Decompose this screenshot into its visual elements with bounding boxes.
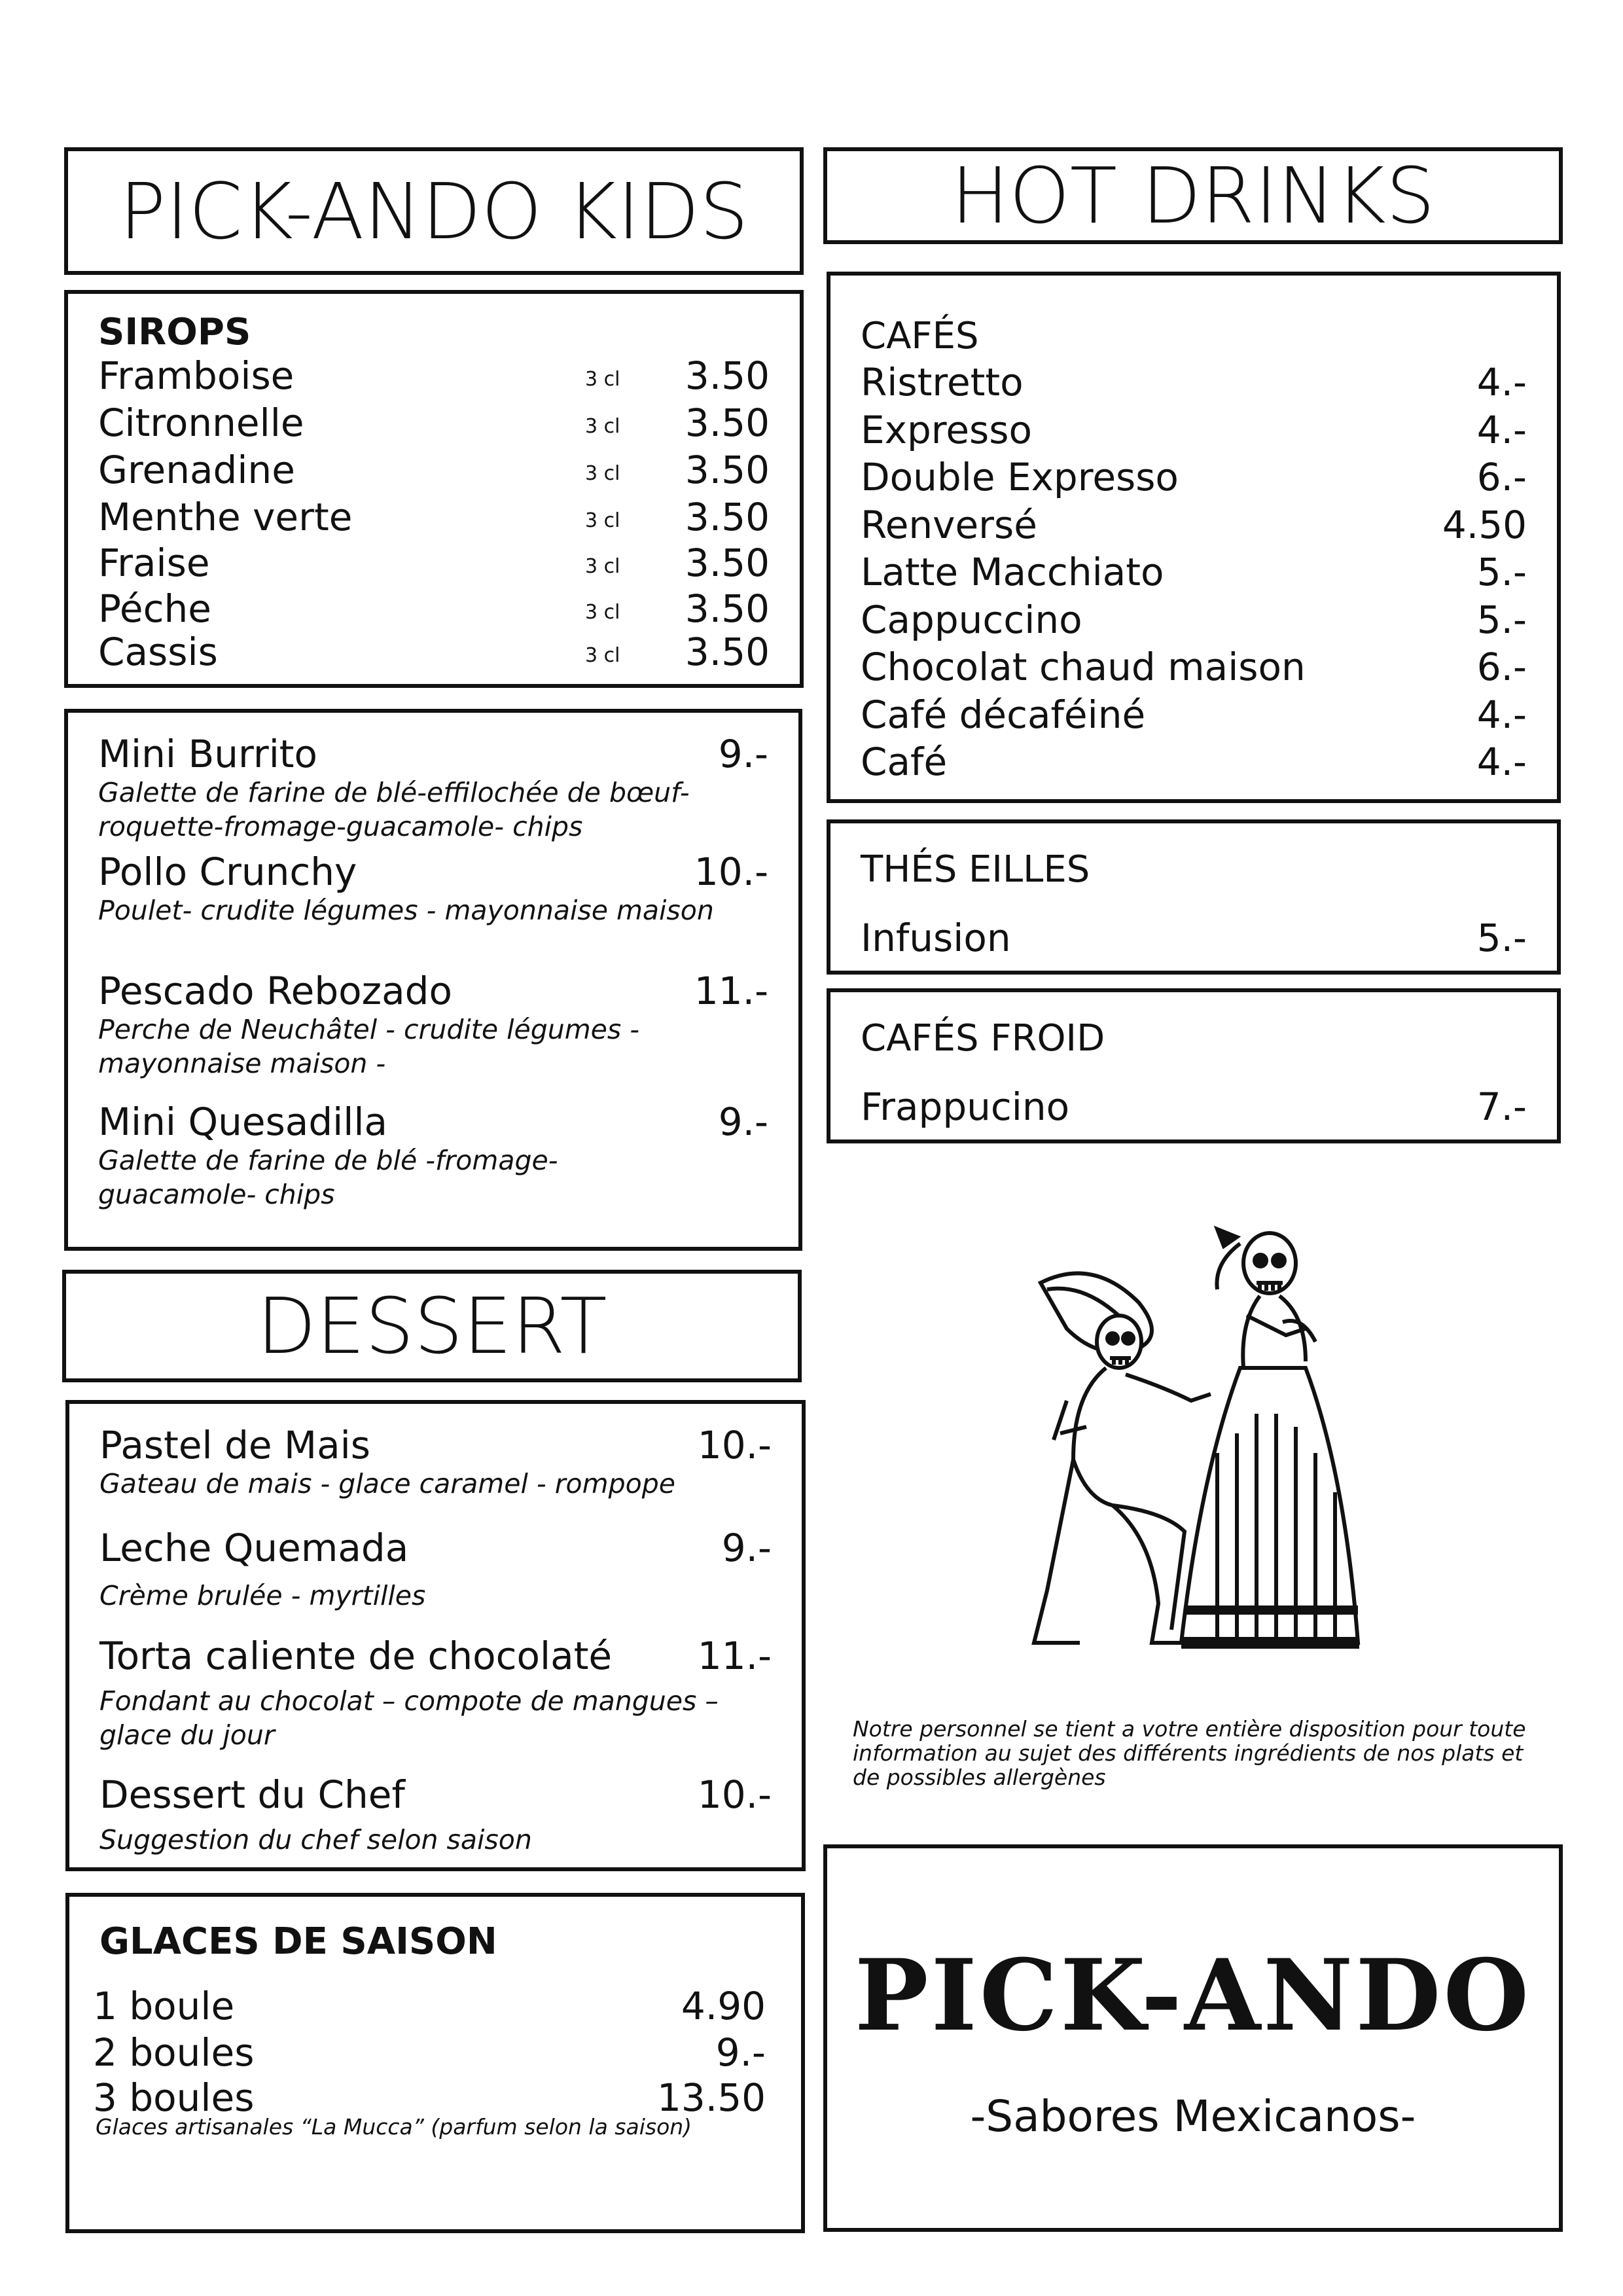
froid-box — [827, 988, 1561, 1143]
cafe-row — [830, 739, 1557, 785]
cafe-name: Chocolat chaud maison — [861, 645, 1306, 689]
cafe-price: 6.- — [1476, 455, 1527, 499]
dessert-name: Torta caliente de chocolaté — [99, 1634, 613, 1678]
sirop-name: Menthe verte — [98, 495, 353, 539]
dessert-price: 10.- — [697, 1772, 772, 1817]
cafe-name: Expresso — [861, 407, 1032, 452]
brand-box — [823, 1844, 1563, 2232]
sirop-name: Citronnelle — [98, 401, 304, 445]
kids-dishes-box — [64, 709, 802, 1251]
froid-item-name: Frappucino — [861, 1085, 1070, 1129]
dish-description: Poulet- crudite légumes - mayonnaise maison — [98, 895, 714, 926]
sirop-price: 3.50 — [685, 630, 770, 674]
glaces-note: Glaces artisanales “La Mucca” (parfum selon la saison) — [96, 2114, 692, 2140]
dish-description: Galette de farine de blé-effilochée de bœuf- roquette-fromage-guacamole- chips — [98, 777, 690, 842]
dish-description: Perche de Neuchâtel - crudite légumes - mayonnaise maison - — [98, 1014, 640, 1079]
glace-row — [69, 1983, 801, 2029]
dessert-title-box — [62, 1270, 802, 1382]
cafe-price: 4.- — [1476, 740, 1527, 784]
thes-heading: THÉS EILLES — [861, 848, 1090, 891]
cafe-row — [830, 549, 1557, 595]
sirop-unit: 3 cl — [585, 415, 620, 438]
glace-price: 13.50 — [656, 2075, 766, 2120]
cafe-price: 5.- — [1476, 550, 1527, 594]
sirops-heading: SIROPS — [98, 311, 251, 353]
sirop-price: 3.50 — [685, 541, 770, 585]
sirop-unit: 3 cl — [585, 462, 620, 485]
sirop-row — [68, 353, 800, 399]
thes-item-name: Infusion — [861, 916, 1011, 960]
dessert-name: Leche Quemada — [99, 1526, 409, 1570]
dessert-price: 10.- — [697, 1423, 772, 1467]
cafe-price: 4.- — [1476, 692, 1527, 737]
cafe-row — [830, 502, 1557, 548]
sirop-price: 3.50 — [685, 495, 770, 539]
glaces-box — [65, 1893, 805, 2233]
cafe-row — [830, 597, 1557, 643]
glace-name: 3 boules — [93, 2075, 255, 2120]
cafes-box — [827, 272, 1561, 803]
cafes-heading: CAFÉS — [861, 315, 979, 357]
dish-name: Mini Quesadilla — [98, 1100, 388, 1144]
dish-name: Pescado Rebozado — [98, 969, 452, 1013]
skeleton-couple-illustration — [1021, 1217, 1374, 1676]
hot-drinks-title: HOT DRINKS — [951, 151, 1435, 241]
froid-item-price: 7.- — [1476, 1085, 1527, 1129]
dessert-description: Fondant au chocolat – compote de mangues – glace du jour — [99, 1685, 719, 1751]
dessert-description: Crème brulée - myrtilles — [99, 1580, 426, 1611]
brand-logo: PICK-ANDO — [854, 1938, 1532, 2053]
cafe-name: Café — [861, 740, 948, 784]
sirop-name: Fraise — [98, 541, 210, 585]
cafe-price: 6.- — [1476, 645, 1527, 689]
glace-price: 4.90 — [681, 1984, 766, 2028]
dish-price: 9.- — [718, 1100, 768, 1144]
glace-price: 9.- — [715, 2030, 766, 2075]
dessert-title: DESSERT — [257, 1281, 607, 1371]
dessert-description: Suggestion du chef selon saison — [99, 1824, 532, 1856]
sirop-row — [68, 447, 800, 493]
sirop-name: Grenadine — [98, 448, 295, 492]
dessert-box — [65, 1400, 806, 1871]
glace-name: 1 boule — [93, 1984, 235, 2028]
sirop-name: Framboise — [98, 353, 294, 398]
brand-slogan: -Sabores Mexicanos- — [970, 2091, 1416, 2142]
dish-price: 10.- — [694, 850, 768, 894]
cafe-row — [830, 454, 1557, 500]
dessert-price: 11.- — [697, 1634, 772, 1678]
dish-price: 9.- — [718, 732, 768, 776]
dish-description: Galette de farine de blé -fromage- guacamole- chips — [98, 1145, 558, 1210]
cafe-price: 4.- — [1476, 407, 1527, 452]
sirop-price: 3.50 — [685, 401, 770, 445]
cafe-name: Latte Macchiato — [861, 550, 1164, 594]
cafe-name: Cappuccino — [861, 597, 1082, 642]
sirop-row — [68, 494, 800, 540]
sirop-unit: 3 cl — [585, 368, 620, 391]
cafe-name: Double Expresso — [861, 455, 1179, 499]
sirop-unit: 3 cl — [585, 509, 620, 532]
kids-title: PICK-ANDO KIDS — [119, 166, 749, 257]
cafe-row — [830, 359, 1557, 405]
sirop-name: Cassis — [98, 630, 218, 674]
dish-price: 11.- — [694, 969, 768, 1013]
dessert-price: 9.- — [721, 1526, 772, 1570]
sirop-price: 3.50 — [685, 586, 770, 631]
dish-name: Mini Burrito — [98, 732, 318, 776]
sirop-unit: 3 cl — [585, 601, 620, 624]
dessert-description: Gateau de mais - glace caramel - rompope — [99, 1468, 675, 1499]
thes-item-price: 5.- — [1476, 916, 1527, 960]
kids-title-box — [64, 147, 804, 275]
glace-row — [69, 2030, 801, 2075]
sirop-name: Péche — [98, 586, 211, 631]
sirop-unit: 3 cl — [585, 555, 620, 578]
cafe-name: Renversé — [861, 502, 1037, 547]
dessert-name: Dessert du Chef — [99, 1772, 405, 1817]
sirop-row — [68, 400, 800, 446]
glaces-heading: GLACES DE SAISON — [99, 1920, 497, 1963]
sirop-row — [68, 629, 800, 675]
froid-heading: CAFÉS FROID — [861, 1017, 1105, 1060]
cafe-name: Café décaféiné — [861, 692, 1146, 737]
thes-box — [827, 819, 1561, 975]
sirop-row — [68, 586, 800, 632]
glace-name: 2 boules — [93, 2030, 255, 2075]
sirop-row — [68, 540, 800, 586]
dish-name: Pollo Crunchy — [98, 850, 357, 894]
cafe-row — [830, 644, 1557, 690]
hot-drinks-title-box — [823, 147, 1563, 244]
allergen-note: Notre personnel se tient a votre entière disposition pour toute information au sujet des différents ingrédients de nos plats et de possibles allergènes — [853, 1716, 1526, 1790]
sirop-unit: 3 cl — [585, 644, 620, 667]
sirop-price: 3.50 — [685, 448, 770, 492]
cafe-row — [830, 407, 1557, 453]
cafe-price: 5.- — [1476, 597, 1527, 642]
cafe-price: 4.50 — [1442, 502, 1527, 547]
dessert-name: Pastel de Mais — [99, 1423, 370, 1467]
sirop-price: 3.50 — [685, 353, 770, 398]
cafe-name: Ristretto — [861, 360, 1024, 404]
cafe-row — [830, 692, 1557, 738]
cafe-price: 4.- — [1476, 360, 1527, 404]
sirops-box — [64, 290, 804, 688]
